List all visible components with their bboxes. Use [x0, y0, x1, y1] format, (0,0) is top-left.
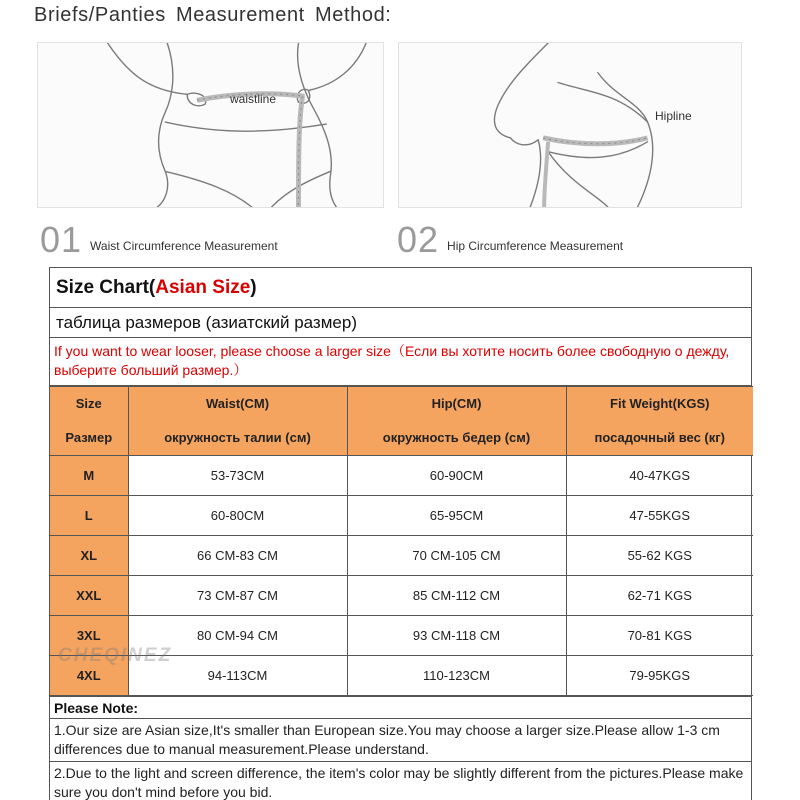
column-header-ru: окружность бедер (см) [382, 430, 531, 445]
hipline-label: Hipline [655, 109, 692, 123]
cell-weight: 62-71 KGS [566, 576, 753, 616]
cell-hip: 110-123CM [347, 656, 566, 696]
cell-waist: 53-73CM [128, 456, 347, 496]
cell-weight: 70-81 KGS [566, 616, 753, 656]
cell-waist: 66 CM-83 CM [128, 536, 347, 576]
note-title: Please Note: [50, 696, 751, 718]
column-header-ru: Размер [65, 430, 113, 445]
cell-hip: 60-90CM [347, 456, 566, 496]
cell-waist: 73 CM-87 CM [128, 576, 347, 616]
waistline-label: waistline [230, 92, 277, 106]
watermark-text: CHEQINEZ [58, 645, 173, 666]
cell-size: 3XL [50, 616, 128, 656]
title-suffix: ) [250, 276, 257, 298]
cell-weight: 79-95KGS [566, 656, 753, 696]
column-header-en: Size [75, 396, 102, 411]
cell-waist: 60-80CM [128, 496, 347, 536]
size-chart [49, 267, 752, 800]
cell-size: M [50, 456, 128, 496]
column-header-ru: окружность талии (см) [164, 430, 311, 445]
note-1: 1.Our size are Asian size,It's smaller than European size.You may choose a larger size.Please allow 1-3 cm differences due to manual measurement.Please understand. [50, 718, 751, 761]
cell-size: 4XL [50, 656, 128, 696]
step-waist [40, 219, 278, 260]
size-chart-subtitle: таблица размеров (азиатский размер) [50, 308, 751, 338]
cell-waist: 80 CM-94 CM [128, 616, 347, 656]
step-caption: Waist Circumference Measurement [90, 239, 278, 253]
cell-size: L [50, 496, 128, 536]
column-header [128, 387, 347, 456]
column-header-ru: посадочный вес (кг) [594, 430, 725, 445]
column-header [347, 387, 566, 456]
note-2: 2.Due to the light and screen difference, the item's color may be slightly different from the pictures.Please make sure you don't mind before you bid. [50, 761, 751, 800]
table-row [50, 576, 753, 616]
cell-hip: 65-95CM [347, 496, 566, 536]
column-header-en: Fit Weight(KGS) [610, 396, 710, 411]
size-chart-title [50, 268, 751, 308]
table-header-row [50, 387, 753, 456]
page-heading: Briefs/Panties Measurement Method: [34, 4, 392, 26]
title-prefix: Size Chart( [56, 276, 156, 298]
size-warning: If you want to wear looser, please choose a larger size（Если вы хотите носить более свободную о дежду, выберите больший размер.） [50, 338, 751, 386]
cell-hip: 93 CM-118 CM [347, 616, 566, 656]
table-row [50, 496, 753, 536]
hip-measurement-photo [398, 42, 742, 208]
column-header-en: Waist(CM) [205, 396, 270, 411]
table-row [50, 456, 753, 496]
cell-hip: 85 CM-112 CM [347, 576, 566, 616]
cell-weight: 47-55KGS [566, 496, 753, 536]
cell-size: XXL [50, 576, 128, 616]
step-caption: Hip Circumference Measurement [447, 239, 624, 253]
step-number: 02 [397, 219, 440, 260]
column-header [566, 387, 753, 456]
title-highlight: Asian Size [155, 276, 251, 298]
cell-size: XL [50, 536, 128, 576]
cell-weight: 40-47KGS [566, 456, 753, 496]
cell-waist: 94-113CM [128, 656, 347, 696]
step-number: 01 [40, 219, 83, 260]
cell-weight: 55-62 KGS [566, 536, 753, 576]
step-hip [397, 219, 624, 260]
column-header-en: Hip(CM) [431, 396, 482, 411]
table-row [50, 536, 753, 576]
column-header [50, 387, 128, 456]
waist-measurement-photo [37, 42, 384, 208]
cell-hip: 70 CM-105 CM [347, 536, 566, 576]
